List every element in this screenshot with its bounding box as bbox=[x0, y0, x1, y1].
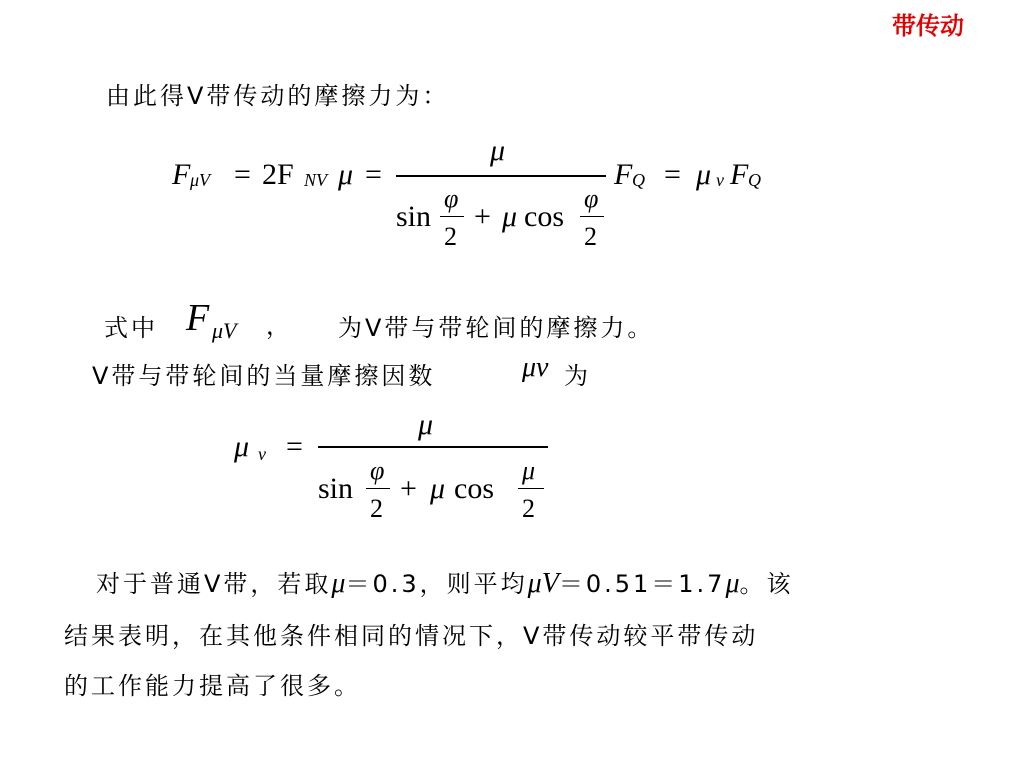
formula1-two-2: 2 bbox=[584, 222, 597, 251]
formula1-v-sub: v bbox=[716, 170, 724, 190]
formula2-phi: φ bbox=[370, 456, 385, 485]
conclusion-mu-1: μ bbox=[331, 568, 346, 599]
formula1-cos: cos bbox=[524, 200, 564, 233]
formula2-mu: μ bbox=[234, 430, 250, 463]
formula2-eq: = bbox=[286, 430, 303, 463]
formula1-2F: 2F bbox=[262, 158, 294, 191]
formula2-cos: cos bbox=[454, 472, 494, 505]
formula1-eq2: = bbox=[365, 158, 382, 191]
formula1-sin: sin bbox=[396, 200, 432, 233]
formula1-F-sub: μV bbox=[190, 170, 211, 190]
conclusion-line1-c: ＝0.51＝1.7 bbox=[558, 570, 726, 598]
formula2-sin: sin bbox=[318, 472, 354, 505]
formula1-NV-sub: NV bbox=[304, 170, 328, 190]
definition-prefix: 式中 bbox=[104, 314, 158, 342]
formula1-numerator: μ bbox=[490, 134, 506, 167]
formula2-two-2: 2 bbox=[522, 494, 535, 523]
conclusion-mu-2: μV bbox=[527, 568, 559, 599]
equiv-text: V带与带轮间的当量摩擦因数 bbox=[92, 362, 436, 390]
formula1-phi-bar-1 bbox=[440, 216, 464, 217]
formula1-FQ2: F bbox=[730, 158, 749, 191]
conclusion-line-3: 的工作能力提高了很多。 bbox=[64, 672, 361, 700]
formula1-FQ1: F bbox=[614, 158, 633, 191]
formula2-mu-top: μ bbox=[522, 456, 536, 485]
conclusion-line1-d: 。该 bbox=[739, 570, 794, 598]
formula2-numerator: μ bbox=[418, 408, 434, 441]
formula1-plus: + bbox=[474, 200, 491, 233]
formula1-phi-bar-2 bbox=[580, 216, 604, 217]
formula1-mu: μ bbox=[338, 158, 354, 191]
formula1-F: F bbox=[172, 158, 191, 191]
formula1-Q-sub2: Q bbox=[748, 170, 761, 190]
definition-symbol-sub: μV bbox=[212, 318, 237, 343]
formula2-plus: + bbox=[400, 472, 417, 505]
formula1-mu-cos: μ bbox=[502, 200, 518, 233]
conclusion-line-2: 结果表明，在其他条件相同的情况下，V带传动较平带传动 bbox=[64, 622, 759, 650]
formula2-fraction-bar bbox=[318, 446, 548, 448]
formula1-eq1: = bbox=[234, 158, 251, 191]
formula2-v-sub: v bbox=[258, 444, 266, 464]
formula1-Q-sub1: Q bbox=[632, 170, 645, 190]
formula1-fraction-bar bbox=[396, 175, 606, 177]
formula2-phi-bar bbox=[366, 488, 390, 489]
formula1-mu-v: μ bbox=[696, 158, 712, 191]
formula2-two-1: 2 bbox=[370, 494, 383, 523]
definition-symbol-F: F bbox=[186, 297, 210, 339]
formula1-two-1: 2 bbox=[444, 222, 457, 251]
conclusion-line-1 bbox=[96, 564, 794, 600]
conclusion-mu-3: μ bbox=[725, 568, 740, 599]
equiv-symbol: μv bbox=[522, 352, 549, 383]
section-title: 带传动 bbox=[892, 12, 964, 40]
equiv-suffix: 为 bbox=[564, 362, 591, 390]
definition-text: 为V带与带轮间的摩擦力。 bbox=[338, 314, 655, 342]
formula1-eq3: = bbox=[664, 158, 681, 191]
intro-text: 由此得V带传动的摩擦力为： bbox=[106, 82, 450, 110]
conclusion-line1-a: 对于普通V带，若取 bbox=[96, 570, 332, 598]
formula1-phi-1: φ bbox=[444, 184, 459, 213]
formula2-mu-cos: μ bbox=[430, 472, 446, 505]
definition-comma: ， bbox=[266, 312, 293, 340]
formula1-phi-2: φ bbox=[584, 184, 599, 213]
formula2-mu-bar bbox=[518, 488, 544, 489]
conclusion-line1-b: ＝0.3，则平均 bbox=[345, 570, 528, 598]
